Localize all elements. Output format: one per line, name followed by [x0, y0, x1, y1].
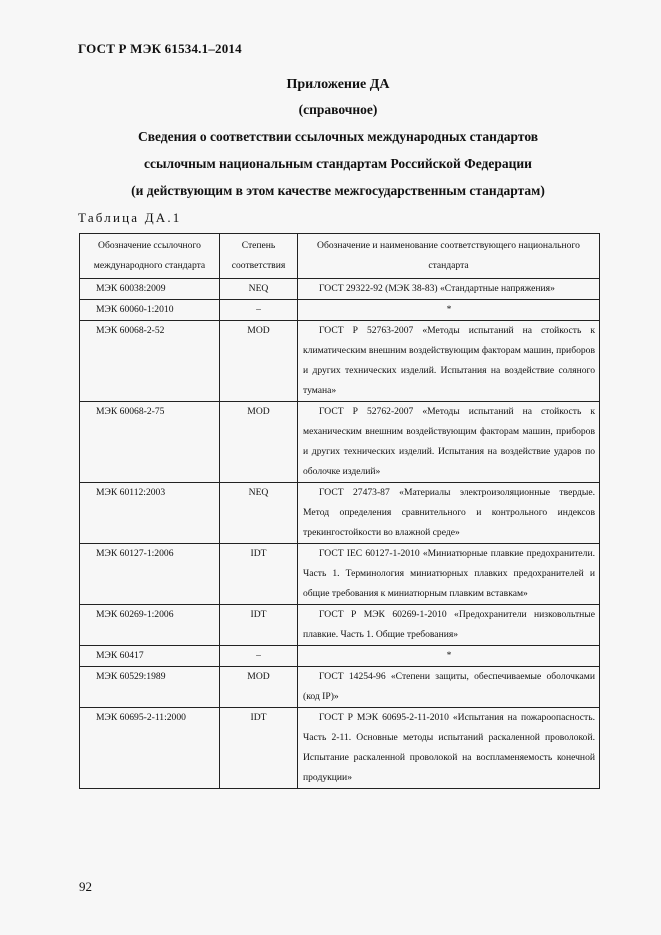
cell-national-standard: ГОСТ Р 52763-2007 «Методы испытаний на стойкость к климатическим внешним воздействующим факторам машин, приборов и других технических изделий. Испытания на воздействие соляного тумана»: [298, 321, 600, 402]
table-row: [80, 708, 600, 789]
cell-international-standard: МЭК 60269-1:2006: [80, 605, 220, 646]
cell-degree: –: [220, 300, 298, 321]
cell-degree: MOD: [220, 667, 298, 708]
cell-national-standard: ГОСТ 29322-92 (МЭК 38-83) «Стандартные напряжения»: [298, 279, 600, 300]
cell-degree: IDT: [220, 708, 298, 789]
annex-heading-line-1: Сведения о соответствии ссылочных международных стандартов: [137, 129, 539, 144]
table-row: [80, 402, 600, 483]
cell-national-standard: *: [298, 646, 600, 667]
cell-degree: NEQ: [220, 483, 298, 544]
table-caption: Таблица ДА.1: [78, 210, 182, 225]
table-header-row: [80, 234, 600, 279]
cell-degree: –: [220, 646, 298, 667]
cell-degree: IDT: [220, 544, 298, 605]
cell-international-standard: МЭК 60529:1989: [80, 667, 220, 708]
table-row: [80, 300, 600, 321]
cell-degree: MOD: [220, 321, 298, 402]
table-row: [80, 279, 600, 300]
annex-heading-line-3: (и действующим в этом качестве межгосударственным стандартам): [131, 183, 545, 198]
cell-international-standard: МЭК 60068-2-75: [80, 402, 220, 483]
cell-national-standard: ГОСТ 14254-96 «Степени защиты, обеспечиваемые оболочками (код IP)»: [298, 667, 600, 708]
cell-national-standard: ГОСТ Р МЭК 60269-1-2010 «Предохранители низковольтные плавкие. Часть 1. Общие требования»: [298, 605, 600, 646]
cell-national-standard: ГОСТ 27473-87 «Материалы электроизоляционные твердые. Метод определения сравнительного и контрольного индексов трекингостойкости во влажной среде»: [298, 483, 600, 544]
cell-degree: IDT: [220, 605, 298, 646]
document-code: ГОСТ Р МЭК 61534.1–2014: [78, 41, 242, 56]
table-row: [80, 483, 600, 544]
cell-international-standard: МЭК 60417: [80, 646, 220, 667]
annex-kind: (справочное): [298, 102, 378, 117]
annex-heading-line-2: ссылочным национальным стандартам Российской Федерации: [144, 156, 532, 171]
table-row: [80, 667, 600, 708]
cell-international-standard: МЭК 60038:2009: [80, 279, 220, 300]
cell-international-standard: МЭК 60112:2003: [80, 483, 220, 544]
cell-degree: MOD: [220, 402, 298, 483]
table-row: [80, 646, 600, 667]
cell-national-standard: ГОСТ Р 52762-2007 «Методы испытаний на стойкость к механическим внешним воздействующим факторам машин, приборов и других технических изделий. Испытания на воздействие ударов по оболочке изделий»: [298, 402, 600, 483]
cell-national-standard: ГОСТ Р МЭК 60695-2-11-2010 «Испытания на пожароопасность. Часть 2-11. Основные методы испытаний раскаленной проволокой. Испытание раскаленной проволокой на воспламеняемость конечной продукции»: [298, 708, 600, 789]
cell-national-standard: *: [298, 300, 600, 321]
column-header-degree: Степень соответствия: [220, 234, 298, 279]
column-header-national-standard: Обозначение и наименование соответствующего национального стандарта: [298, 234, 600, 279]
table-row: [80, 321, 600, 402]
cell-international-standard: МЭК 60068-2-52: [80, 321, 220, 402]
table-row: [80, 605, 600, 646]
correspondence-table: [79, 233, 600, 789]
cell-international-standard: МЭК 60060-1:2010: [80, 300, 220, 321]
cell-degree: NEQ: [220, 279, 298, 300]
cell-international-standard: МЭК 60127-1:2006: [80, 544, 220, 605]
cell-international-standard: МЭК 60695-2-11:2000: [80, 708, 220, 789]
table-row: [80, 544, 600, 605]
annex-title: Приложение ДА: [286, 77, 390, 92]
page-number: 92: [79, 879, 92, 894]
column-header-international-standard: Обозначение ссылочного международного стандарта: [80, 234, 220, 279]
cell-national-standard: ГОСТ IEC 60127-1-2010 «Миниатюрные плавкие предохранители. Часть 1. Терминология миниатюрных плавких предохранителей и общие требования к миниатюрным плавким вставкам»: [298, 544, 600, 605]
